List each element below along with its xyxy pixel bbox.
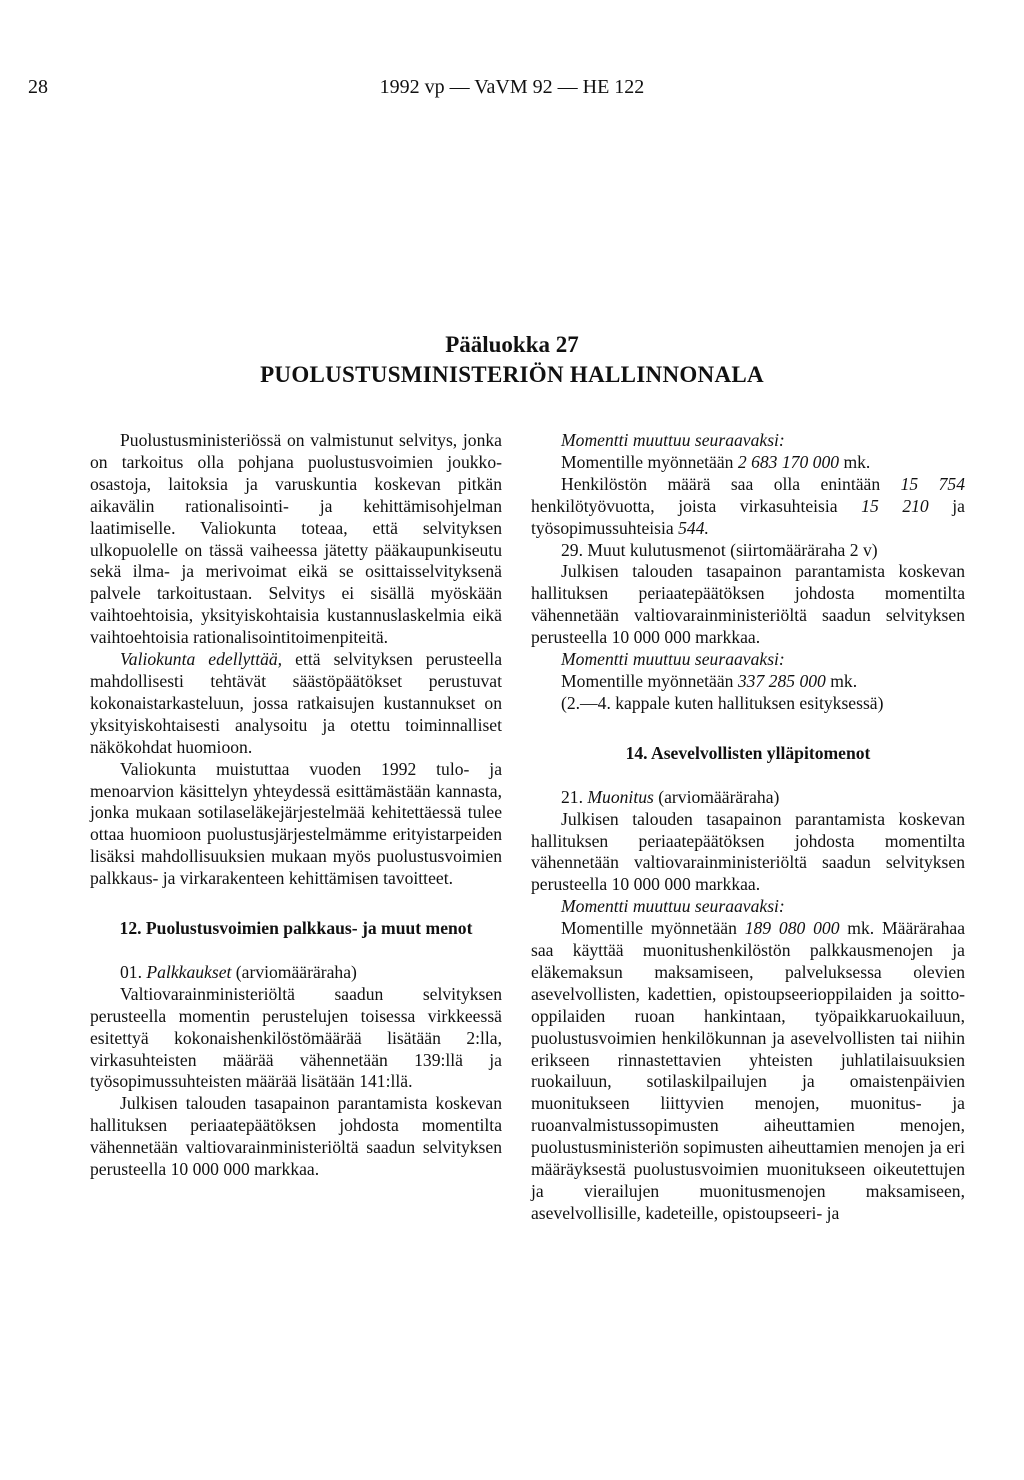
item-heading-29: 29. Muut kulutusmenot (siirtomääräraha 2 v)	[561, 539, 878, 560]
right-column	[531, 430, 965, 1225]
paragraph-edellyttaa-text: että selvityksen perusteella mahdollisesti tehtävät säästöpäätökset perustuvat kokonaistarkasteluun, jossa ratkaisujen kustannukset on yksityiskohtaisesti analysoitu ja otettu toiminnalliset näkökohdat huomioon.	[90, 649, 502, 757]
myonnetaan-29-post: mk.	[825, 670, 858, 691]
emphasis-valiokunta-edellyttaa: Valiokunta edellyttää,	[120, 649, 283, 670]
paragraph-selvitys: Puolustusministeriössä on valmistunut selvitys, jonka on tarkoitus olla pohjana puolustusvoimien joukko-osastoja, laitoksia ja varuskuntia koskevan pitkän aikavälin rationalisointi- ja kehittämisohjelman laatimiselle. Valiokunta toteaa, että selvityksen ulkopuolelle on tässä vaiheessa jätetty pääkaupunkiseutu sekä ilma- ja merivoimat eikä se osittaisselvityksenä palvele tarkoitustaan. Selvitys ei sisällä myöskään vaihtoehtoisia, yksityiskohtaisia kustannuslaskelmia eikä vaihtoehtoisia rationalisointitoimenpiteitä.	[90, 430, 502, 648]
item-number-21: 21.	[561, 786, 588, 807]
myonnetaan-01	[531, 452, 965, 474]
momentti-muuttuu-1: Momentti muuttuu seuraavaksi:	[561, 430, 785, 450]
item-heading-01	[90, 962, 502, 984]
page-number: 28	[28, 76, 48, 98]
henkilostomaara-mid: henkilötyövuotta, joista virkasuhteisia	[531, 495, 862, 516]
amount-29: 337 285 000	[737, 670, 826, 691]
paragraph-henkilosto-muutos: Valtiovarainministeriöltä saadun selvityksen perusteella momentin perustelujen toisessa virkkeessä esitettyä kokonaishenkilöstömäärää lisätään 2:lla, virkasuhteisten määrää vähennetään 139:llä ja työsopimussuhteisten määrää lisätään 141:llä.	[90, 983, 502, 1092]
item-type-01: (arviomääräraha)	[231, 961, 357, 982]
momentti-muuttuu-2: Momentti muuttuu seuraavaksi:	[561, 649, 785, 670]
myonnetaan-29	[531, 671, 965, 693]
myonnetaan-01-pre: Momentille myönnetään	[561, 451, 738, 472]
item-heading-21	[531, 787, 965, 809]
main-class-subtitle: PUOLUSTUSMINISTERIÖN HALLINNONALA	[260, 362, 764, 387]
amount-01: 2 683 170 000	[737, 451, 840, 472]
henkilostomaara-mid2: ja työsopimussuhteisia	[531, 495, 965, 538]
myonnetaan-21-pre: Momentille myönnetään	[561, 918, 745, 939]
henkilostomaara-total: 15 754	[900, 473, 965, 494]
paragraph-edellyttaa	[90, 649, 502, 759]
kappale-viittaus: (2.—4. kappale kuten hallituksen esityksessä)	[561, 692, 884, 713]
paragraph-vahennys-01: Julkisen talouden tasapainon parantamista koskevan hallituksen periaatepäätöksen johdosta momentilta vähennetään valtiovarainministeriöltä saadun selvityksen perusteella 10 000 000 markkaa.	[90, 1093, 502, 1180]
myonnetaan-21-post: mk. Määrärahaa saa käyttää muonitushenkilöstön palkkausmenojen ja eläkemaksun maksamiseen, palveluksessa olevien asevelvollisten, kadettien, opistoupseerioppilaiden ja soitto-oppilaiden ruoan hankintaan, työpaikkaruokailuun, puolustusvoimien henkilökunnan ja asevelvollisten tai niihin erikseen rinnastettavien yhteisten juhlatilaisuuksien ruokailuun, sotilaskilpailujen ja omaistenpäivien muonitukseen liittyvien menojen, muonitus- ja ruoanvalmistussopimusten aiheuttamien menojen, puolustusministeriön sopimusten aiheuttamien menojen ja eri määräyksestä puolustusvoimien muonitukseen oikeutettujen ja vierailujen muonitusmenojen maksamiseen, asevelvollisille, kadeteille, opistoupseeri- ja	[531, 918, 966, 1223]
henkilostomaara-virka: 15 210	[861, 495, 929, 516]
paragraph-vahennys-29: Julkisen talouden tasapainon parantamista koskevan hallituksen periaatepäätöksen johdosta momentilta vähennetään valtiovarainministeriöltä saadun selvityksen perusteella 10 000 000 markkaa.	[531, 561, 965, 648]
main-class-title: Pääluokka 27	[445, 332, 579, 357]
momentti-muuttuu-3: Momentti muuttuu seuraavaksi:	[561, 896, 785, 917]
henkilostomaara-tyosopimus: 544.	[678, 517, 709, 538]
henkilostomaara-pre: Henkilöstön määrä saa olla enintään	[561, 473, 901, 494]
left-column	[90, 430, 502, 1181]
myonnetaan-21	[531, 918, 965, 1225]
running-head: 1992 vp — VaVM 92 — HE 122	[379, 76, 645, 98]
section-heading-12: 12. Puolustusvoimien palkkaus- ja muut menot	[119, 918, 473, 939]
item-type-21: (arviomääräraha)	[653, 786, 780, 807]
section-heading-14: 14. Asevelvollisten ylläpitomenot	[625, 742, 871, 763]
henkilostomaara	[531, 474, 965, 540]
paragraph-muistuttaa: Valiokunta muistuttaa vuoden 1992 tulo- ja menoarvion käsittelyn yhteydessä esittämästään kannasta, jonka mukaan sotilaseläkejärjestelmää kehitettäessä tulee ottaa huomioon puolustusjärjestelmämme erityistarpeiden lisäksi mahdollisuuksien mukaan myös puolustusvoimien palkkaus- ja virkarakenteen kehittämisen tavoitteet.	[90, 758, 502, 889]
myonnetaan-01-post: mk.	[839, 451, 871, 472]
item-number-01: 01.	[120, 961, 147, 982]
paragraph-vahennys-21: Julkisen talouden tasapainon parantamista koskevan hallituksen periaatepäätöksen johdosta momentilta vähennetään valtiovarainministeriöltä saadun selvityksen perusteella 10 000 000 markkaa.	[531, 808, 965, 895]
item-name-palkkaukset: Palkkaukset	[146, 961, 232, 982]
myonnetaan-29-pre: Momentille myönnetään	[561, 670, 738, 691]
item-name-muonitus: Muonitus	[587, 786, 654, 807]
amount-21: 189 080 000	[744, 918, 840, 939]
